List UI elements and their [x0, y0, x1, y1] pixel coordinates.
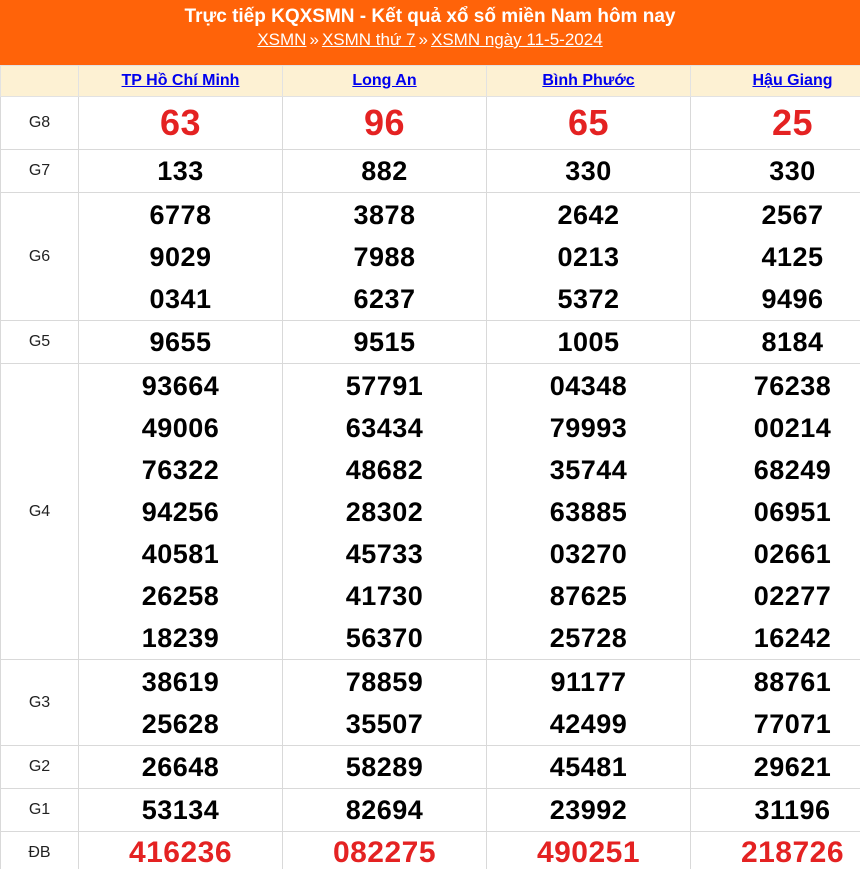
result-cell — [691, 97, 860, 150]
result-number: 35507 — [345, 708, 424, 739]
province-link-ho-chi-minh[interactable]: TP Hồ Chí Minh — [121, 72, 240, 89]
result-number: 94256 — [141, 496, 220, 527]
result-number: 42499 — [549, 708, 628, 739]
result-number: 29621 — [753, 752, 832, 782]
result-number: 25 — [771, 102, 814, 143]
result-cell — [691, 321, 860, 364]
results-table — [0, 65, 860, 869]
result-number: 82694 — [345, 795, 424, 825]
result-number: 58289 — [345, 752, 424, 782]
result-number: 133 — [157, 156, 204, 186]
result-number: 3878 — [353, 199, 416, 230]
result-number: 330 — [565, 156, 612, 186]
result-number: 76322 — [141, 454, 220, 485]
prize-row-g1 — [1, 789, 860, 832]
breadcrumb-xsmn-weekday-link[interactable]: XSMN thứ 7 — [321, 30, 416, 49]
result-number: 2567 — [761, 199, 824, 230]
result-number: 45481 — [549, 752, 628, 782]
result-number: 6237 — [353, 283, 416, 314]
province-link-long-an[interactable]: Long An — [352, 72, 417, 89]
result-number: 25628 — [141, 708, 220, 739]
result-number: 416236 — [128, 836, 233, 869]
result-cell — [487, 832, 691, 869]
page-title: Trực tiếp KQXSMN - Kết quả xổ số miền Nam hôm nay — [184, 6, 676, 27]
result-number: 68249 — [753, 454, 832, 485]
result-cell — [79, 321, 283, 364]
result-cell — [283, 832, 487, 869]
prize-row-g7 — [1, 150, 860, 193]
breadcrumb — [0, 29, 860, 51]
result-number: 65 — [567, 102, 610, 143]
result-number: 0341 — [149, 283, 212, 314]
result-cell — [487, 746, 691, 789]
result-cell — [283, 746, 487, 789]
results-body — [1, 97, 860, 869]
result-cell — [283, 789, 487, 832]
result-number: 8184 — [761, 327, 824, 357]
result-number: 1005 — [557, 327, 620, 357]
prize-label: G8 — [1, 97, 79, 150]
result-cell — [79, 364, 283, 660]
province-header-cell — [691, 66, 860, 97]
result-cell — [283, 364, 487, 660]
prize-label: G3 — [1, 660, 79, 746]
prize-label: G2 — [1, 746, 79, 789]
province-link-hau-giang[interactable]: Hậu Giang — [752, 72, 833, 89]
result-number: 490251 — [536, 836, 641, 869]
result-number: 9515 — [353, 327, 416, 357]
prize-label: G7 — [1, 150, 79, 193]
prize-row-db — [1, 832, 860, 869]
result-number: 38619 — [141, 666, 220, 697]
breadcrumb-xsmn-date-link[interactable]: XSMN ngày 11-5-2024 — [430, 30, 603, 49]
result-number: 96 — [363, 102, 406, 143]
result-number: 18239 — [141, 622, 220, 653]
result-number: 49006 — [141, 412, 220, 443]
result-cell — [283, 97, 487, 150]
result-number: 6778 — [149, 199, 212, 230]
result-cell — [283, 193, 487, 321]
breadcrumb-separator: » — [418, 30, 428, 49]
result-number: 5372 — [557, 283, 620, 314]
result-cell — [79, 150, 283, 193]
prize-row-g6 — [1, 193, 860, 321]
prize-label: G4 — [1, 364, 79, 660]
result-cell — [487, 789, 691, 832]
result-number: 31196 — [754, 795, 831, 825]
province-header-cell — [487, 66, 691, 97]
prize-row-g2 — [1, 746, 860, 789]
result-cell — [691, 832, 860, 869]
prize-label: G5 — [1, 321, 79, 364]
result-number: 082275 — [332, 836, 437, 869]
result-number: 53134 — [141, 795, 220, 825]
result-cell — [283, 660, 487, 746]
result-number: 7988 — [353, 241, 416, 272]
result-cell — [487, 364, 691, 660]
result-number: 9655 — [149, 327, 212, 357]
result-cell — [691, 746, 860, 789]
prize-row-g5 — [1, 321, 860, 364]
result-cell — [691, 150, 860, 193]
result-cell — [79, 746, 283, 789]
result-number: 56370 — [345, 622, 424, 653]
result-cell — [487, 660, 691, 746]
breadcrumb-xsmn-link[interactable]: XSMN — [257, 30, 307, 49]
breadcrumb-separator: » — [309, 30, 319, 49]
result-number: 35744 — [549, 454, 628, 485]
result-number: 41730 — [345, 580, 424, 611]
result-number: 77071 — [753, 708, 832, 739]
result-number: 91177 — [550, 666, 627, 697]
result-cell — [79, 193, 283, 321]
prize-label: G6 — [1, 193, 79, 321]
result-number: 882 — [361, 156, 408, 186]
result-number: 63 — [159, 102, 202, 143]
result-cell — [283, 150, 487, 193]
result-number: 330 — [769, 156, 816, 186]
prize-row-g4 — [1, 364, 860, 660]
result-cell — [691, 364, 860, 660]
result-number: 45733 — [345, 538, 424, 569]
result-number: 03270 — [549, 538, 628, 569]
result-number: 9029 — [149, 241, 212, 272]
result-cell — [487, 150, 691, 193]
province-header-cell — [283, 66, 487, 97]
result-number: 4125 — [761, 241, 824, 272]
result-number: 23992 — [549, 795, 628, 825]
prize-label: G1 — [1, 789, 79, 832]
result-number: 02661 — [753, 538, 832, 569]
result-cell — [487, 321, 691, 364]
result-number: 9496 — [761, 283, 824, 314]
result-number: 06951 — [753, 496, 832, 527]
province-link-binh-phuoc[interactable]: Bình Phước — [542, 72, 635, 89]
result-number: 88761 — [753, 666, 832, 697]
prize-label: ĐB — [1, 832, 79, 869]
result-cell — [79, 832, 283, 869]
result-number: 63885 — [549, 496, 628, 527]
result-cell — [691, 789, 860, 832]
prize-row-g3 — [1, 660, 860, 746]
result-number: 26648 — [141, 752, 220, 782]
result-number: 63434 — [345, 412, 424, 443]
result-number: 02277 — [753, 580, 832, 611]
result-number: 26258 — [141, 580, 220, 611]
result-number: 93664 — [141, 370, 220, 401]
result-number: 04348 — [549, 370, 628, 401]
result-cell — [487, 97, 691, 150]
result-number: 0213 — [557, 241, 620, 272]
prize-row-g8 — [1, 97, 860, 150]
province-header-row — [1, 66, 860, 97]
result-cell — [79, 789, 283, 832]
province-header-cell — [79, 66, 283, 97]
result-number: 2642 — [557, 199, 620, 230]
result-cell — [487, 193, 691, 321]
result-number: 78859 — [345, 666, 424, 697]
result-number: 48682 — [345, 454, 424, 485]
result-cell — [79, 97, 283, 150]
page-header — [0, 0, 860, 65]
prize-header-cell — [1, 66, 79, 97]
result-number: 76238 — [753, 370, 832, 401]
result-cell — [691, 660, 860, 746]
result-number: 16242 — [753, 622, 832, 653]
result-cell — [283, 321, 487, 364]
result-number: 28302 — [345, 496, 424, 527]
result-cell — [691, 193, 860, 321]
result-number: 79993 — [549, 412, 628, 443]
result-number: 57791 — [345, 370, 424, 401]
result-number: 218726 — [740, 836, 845, 869]
result-number: 25728 — [549, 622, 628, 653]
result-number: 40581 — [141, 538, 220, 569]
result-cell — [79, 660, 283, 746]
result-number: 87625 — [549, 580, 628, 611]
result-number: 00214 — [753, 412, 832, 443]
